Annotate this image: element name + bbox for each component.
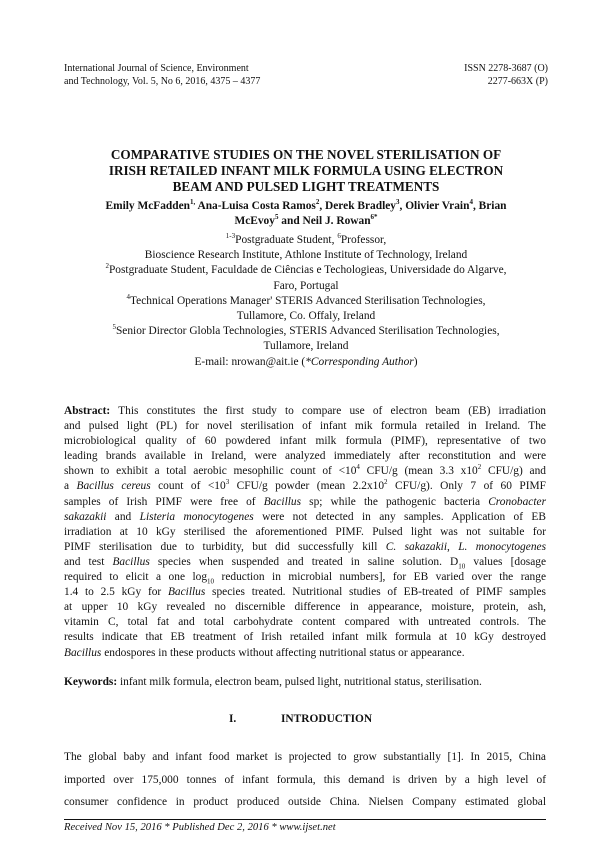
keywords-label: Keywords: [64,676,118,688]
affiliation-line: Bioscience Research Institute, Athlone Institute of Technology, Ireland [144,249,468,262]
email-text: ) [413,355,418,368]
abstract-text: species treated. Nutritional studies of EB-treated of PIMF samples [205,586,546,599]
abstract-text: reduction in microbial numbers], for EB varied over the range [214,571,546,584]
author-affiliation-mark: 5 [274,213,279,222]
author-affiliation-mark: 3 [396,198,400,207]
corresponding-email [64,355,548,370]
email-text: E-mail: nrowan@ait.ie ( [194,355,306,368]
author-name: , Brian [472,200,507,212]
affiliation-line [64,263,548,278]
abstract-text: , [446,540,459,553]
affiliation-mark: 4 [126,293,130,302]
abstract-text: PIMF sterilisation due to turbidity, but did successfully kill [64,540,386,553]
journal-line-2: and Technology, Vol. 5, No 6, 2016, 4375 – 4377 [64,76,261,87]
abstract-text: CFU/g) and [481,465,546,478]
species-name: C. sakazakii [385,540,447,553]
affiliation-mark: 5 [112,323,116,332]
authors-line-1 [64,199,548,214]
abstract-line [64,479,546,494]
abstract-text: endospores in these products without affecting nutritional status or appearance. [101,646,465,659]
abstract-line: irradiation at 10 kGy sterilised the aforementioned PIMF. Pulsed light was not suitable for [64,525,546,538]
affiliation-mark: 6 [337,232,341,241]
abstract-text: a [64,480,77,493]
species-name: Bacillus [112,555,150,568]
author-affiliation-mark: 4 [469,198,473,207]
body-line: The global baby and infant food market is projected to grow substantially [1]. In 2015, China [64,751,546,763]
affiliation-text: Professor, [340,234,387,246]
journal-line-1: International Journal of Science, Environment [64,63,249,74]
affiliation-text: Postgraduate Student, Faculdade de Ciências e Techologieas, Universidade do Algarve, [108,264,507,277]
abstract-line: vitamin C, total fat and total carbohydrate content compared with untreated controls. The [64,616,546,629]
species-name: sakazakii [64,510,107,523]
affiliation-text: Senior Director Globla Technologies, STERIS Advanced Sterilisation Technologies, [115,325,500,338]
abstract-text: shown to exhibit a total aerobic mesophilic count of <10 [64,465,357,478]
body-line: imported over 175,000 tonnes of infant formula, this demand is driven by a high level of [64,773,546,786]
subscript: 10 [207,577,215,586]
keywords-text: infant milk formula, electron beam, pulsed light, nutritional status, sterilisation. [117,676,482,688]
species-name: Bacillus [64,646,102,659]
author-name: Ana-Luisa Costa Ramos [195,200,316,212]
abstract-text: CFU/g). Only 7 of 60 PIMF [387,480,546,493]
abstract-text: and test [64,555,113,568]
title-line-2: IRISH RETAILED INFANT MILK FORMULA USING ELECTRON [108,163,504,178]
footer-dates: Received Nov 15, 2016 * Published Dec 2, 2016 * www.ijset.net [64,822,336,833]
abstract-text: CFU/g powder (mean 2.2x10 [229,480,385,493]
abstract-line [64,464,546,479]
abstract-line: microbiological quality of 60 powdered infant milk formula (PIMF), representative of two [64,435,546,448]
exponent: 3 [225,478,230,487]
abstract-text: species when suspended and treated in saline solution. D [149,555,459,568]
abstract-line [64,646,546,661]
author-name: , Olivier Vrain [399,200,470,212]
title-line-3: BEAM AND PULSED LIGHT TREATMENTS [172,179,440,194]
journal-citation [64,62,260,88]
footer-divider [64,819,546,820]
abstract-label: Abstract: [64,405,111,417]
species-name: L. monocytogenes [458,540,546,553]
issn-block [464,62,548,88]
author-affiliation-mark: 2 [315,198,320,207]
species-name: Bacillus [167,586,206,599]
body-line: consumer confidence in product produced outside China. Nielsen Company estimated global [64,796,546,808]
subscript: 10 [458,562,466,571]
affiliation-line [64,233,548,248]
affiliation-text: Technical Operations Manager' STERIS Advanced Sterilisation Technologies, [130,294,486,307]
abstract-line: at upper 10 kGy revealed no discernible difference in appearance, moisture, protein, ash, [64,601,546,614]
abstract-text: were not detected in any samples. Application of EB [253,510,546,523]
affiliation-mark: 2 [105,262,109,271]
abstract-line: leading brands available in Ireland, were analyzed immediately after reconstitution and were [64,450,546,463]
abstract-line [64,555,546,570]
affiliation-line: Faro, Portugal [273,279,339,292]
species-name: Cronobacter [488,495,546,508]
author-list [64,199,548,229]
affiliation-line [64,294,548,309]
corresponding-author-note: *Corresponding Author [305,355,414,368]
paper-title [64,147,548,195]
abstract-text: samples of Irish PIMF were free of [64,495,264,508]
species-name: Bacillus cereus [76,480,151,493]
affiliation-text: Postgraduate Student, [235,234,338,246]
abstract [64,404,546,661]
abstract-text: This constitutes the first study to compare use of electron beam (EB) irradiation [110,405,546,417]
abstract-text: required to elicit a one log [64,571,208,584]
abstract-line: results indicate that EB treatment of Irish retailed infant milk formula at 10 kGy destroyed [64,631,546,644]
authors-line-2 [64,214,548,229]
keywords [64,675,546,690]
exponent: 4 [356,463,360,472]
author-name: Emily McFadden [105,200,190,212]
abstract-line [64,510,546,525]
abstract-text: values [dosage [465,555,547,568]
affiliation-line [64,324,548,339]
abstract-line [64,404,546,419]
abstract-line [64,585,546,600]
abstract-text: and [106,510,140,523]
author-name: and Neil J. Rowan [278,215,371,227]
abstract-line [64,570,546,585]
issn-print: 2277-663X (P) [487,76,548,87]
section-title: INTRODUCTION [281,713,373,725]
author-name: McEvoy [234,215,275,227]
abstract-line: and pulsed light (PL) for novel sterilisation of infant mik formula retailed in Ireland. The [64,420,546,433]
section-number: I. [229,713,237,725]
introduction-body [64,746,546,814]
abstract-text: 1.4 to 2.5 kGy for [64,586,168,599]
abstract-text: count of <10 [150,480,226,493]
title-line-1: COMPARATIVE STUDIES ON THE NOVEL STERILISATION OF [110,147,502,162]
exponent: 2 [477,463,482,472]
abstract-text: sp; while the pathogenic bacteria [301,495,489,508]
species-name: Listeria monocytogenes [139,510,254,523]
affiliation-line: Tullamore, Co. Offaly, Ireland [236,310,376,323]
author-name: , Derek Bradley [319,200,396,212]
abstract-line [64,540,546,555]
affiliation-mark: 1-3 [225,232,236,241]
affiliation-line: Tullamore, Ireland [263,340,349,353]
abstract-line [64,495,546,510]
abstract-text: CFU/g (mean 3.3 x10 [359,465,478,478]
affiliations [64,233,548,370]
issn-online: ISSN 2278-3687 (O) [464,63,548,74]
author-affiliation-mark: 1, [190,198,196,207]
species-name: Bacillus [263,495,302,508]
exponent: 2 [384,478,388,487]
author-affiliation-mark: 6* [370,213,378,222]
